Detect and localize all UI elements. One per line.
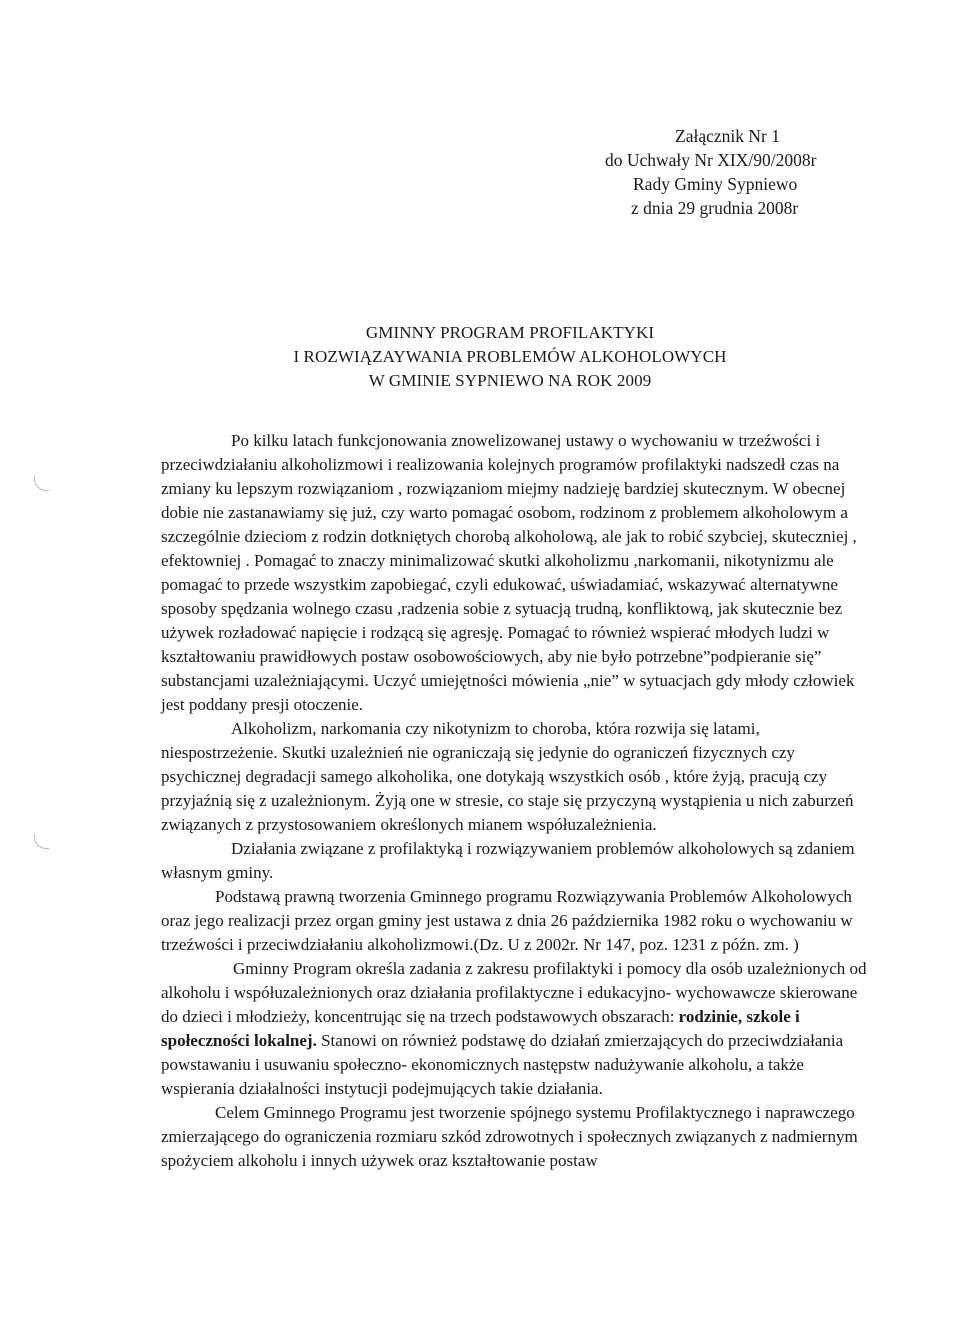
paragraph-4: Podstawą prawną tworzenia Gminnego programu Rozwiązywania Problemów Alkoholowych oraz jego realizacji przez organ gminy jest ustawa z dnia 26 października 1982 roku o wychowaniu w trzeźwości i przeciwdziałaniu alkoholizmowi.(Dz. U z 2002r. Nr 147, poz. 1231 z późn. zm. ) — [161, 887, 853, 954]
paragraph-5-end: Stanowi on również podstawę do działań zmierzających do przeciwdziałania powstawaniu i usuwaniu społeczno- ekonomicznych następstw nadużywanie alkoholu, a także wspierania działalności instytucji podejmujących takie działania. — [161, 1031, 844, 1098]
title-line-2: I ROZWIĄZAYWANIA PROBLEMÓW ALKOHOLOWYCH — [293, 347, 727, 366]
resolution-date: z dnia 29 grudnia 2008r — [631, 198, 799, 218]
document-title — [160, 321, 860, 393]
paragraph-1: Po kilku latach funkcjonowania znowelizowanej ustawy o wychowaniu w trzeźwości i przeciwdziałaniu alkoholizmowi i realizowania kolejnych programów profilaktyki nadszedł czas na zmiany ku lepszym rozwiązaniom , rozwiązaniom miejmy nadzieję bardziej skutecznym. W obecnej dobie nie zastanawiamy się już, czy warto pomagać osobom, rodzinom z problemem alkoholowym a szczególnie dzieciom z rodzin dotkniętych chorobą alkoholową, ale jak to robić szybciej, skuteczniej , efektowniej . Pomagać to znaczy minimalizować skutki alkoholizmu ,narkomanii, nikotynizmu ale pomagać to przede wszystkim zapobiegać, czyli edukować, uświadamiać, wskazywać alternatywne sposoby spędzania wolnego czasu ,radzenia sobie z sytuacją trudną, konfliktową, jak skutecznie bez używek rozładować napięcie i rodzącą się agresję. Pomagać to również wspierać młodych ludzi w kształtowaniu prawidłowych postaw osobowościowych, aby nie było potrzebne”podpieranie się” substancjami uzależniającymi. Uczyć umiejętności mówienia „nie” w sytuacjach gdy młody człowiek jest poddany presji otoczenie. — [161, 431, 857, 714]
title-line-3: W GMINIE SYPNIEWO NA ROK 2009 — [368, 371, 652, 390]
punch-hole-mark — [34, 834, 49, 849]
paragraph-5-start: Gminny Program określa zadania z zakresu profilaktyki i pomocy dla osób uzależnionych od alkoholu i współuzależnionych oraz działania profilaktyczne i edukacyjno- wychowawcze skierowane do dzieci i młodzieży, koncentrując się na trzech podstawowych obszarach: — [161, 959, 867, 1026]
attachment-number: Załącznik Nr 1 — [675, 126, 780, 146]
document-body — [161, 429, 867, 1173]
punch-hole-mark — [34, 476, 49, 491]
paragraph-3: Działania związane z profilaktyką i rozwiązywaniem problemów alkoholowych są zdaniem własnym gminy. — [161, 839, 855, 882]
paragraph-5 — [161, 957, 867, 1101]
paragraph-2: Alkoholizm, narkomania czy nikotynizm to choroba, która rozwija się latami, niespostrzeżenie. Skutki uzależnień nie ograniczają się jedynie do ograniczeń fizycznych czy psychicznej degradacji samego alkoholika, one dotykają wszystkich osób , które żyją, pracują czy przyjaźnią się z uzależnionym. Żyją one w stresie, co staje się przyczyną wystąpienia u nich zaburzeń związanych z przystosowaniem określonych mianem współuzależnienia. — [161, 719, 854, 834]
attachment-header — [560, 124, 860, 220]
resolution-number: do Uchwały Nr XIX/90/2008r — [605, 150, 817, 170]
paragraph-5-bold: rodzinie, szkole i społeczności lokalnej. — [161, 1007, 800, 1050]
paragraph-6: Celem Gminnego Programu jest tworzenie spójnego systemu Profilaktycznego i naprawczego zmierzającego do ograniczenia rozmiaru szkód zdrowotnych i społecznych związanych z nadmiernym spożyciem alkoholu i innych używek oraz kształtowanie postaw — [161, 1103, 858, 1170]
title-line-1: GMINNY PROGRAM PROFILAKTYKI — [365, 323, 655, 342]
council-name: Rady Gminy Sypniewo — [633, 174, 798, 194]
